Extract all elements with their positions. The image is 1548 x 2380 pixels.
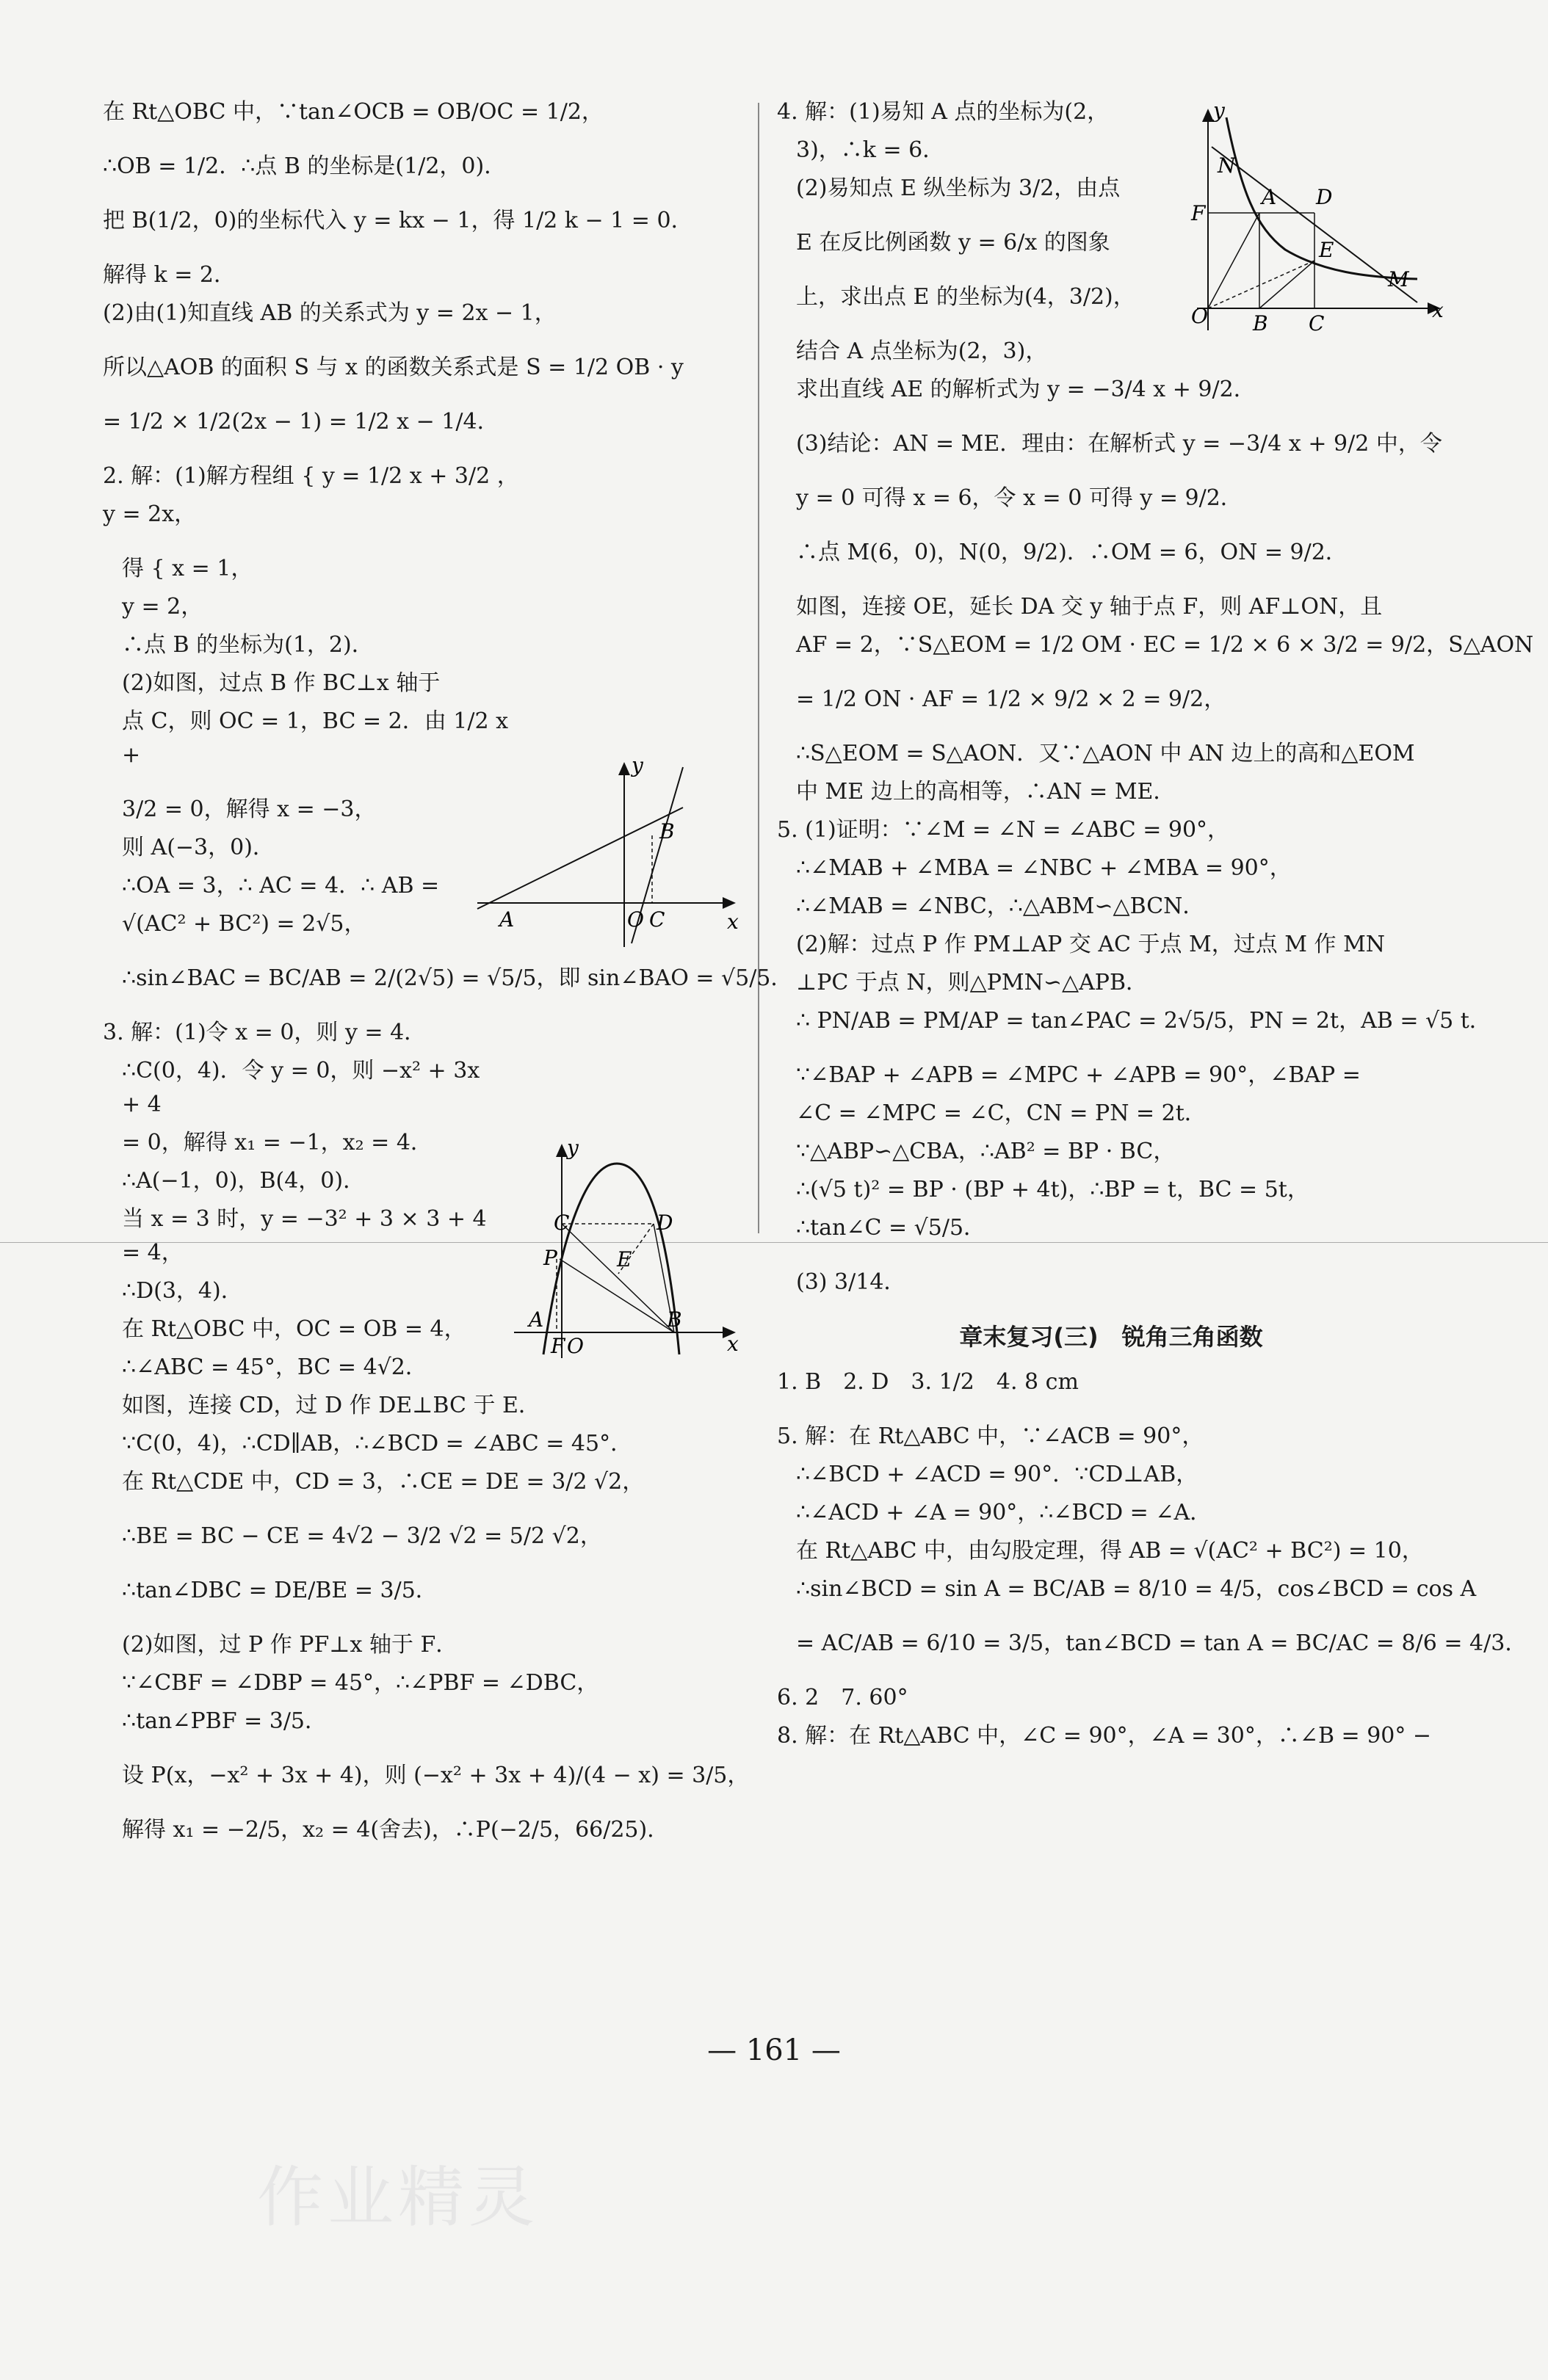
solution-line: (2)如图，过点 B 作 BC⊥x 轴于 xyxy=(122,670,441,696)
solution-line: AF = 2，∵S△EOM = 1/2 OM · EC = 1/2 × 6 × 3/2 = 9/2，S△AON xyxy=(796,632,1534,658)
watermark-text: 作业精灵 xyxy=(257,2159,539,2236)
label-m: M xyxy=(1388,267,1409,291)
solution-line: 3/2 = 0，解得 x = −3， xyxy=(122,797,377,822)
label-a: A xyxy=(1262,185,1277,209)
label-y: y xyxy=(567,1136,579,1160)
label-d: D xyxy=(1316,185,1333,209)
solution-line: 求出直线 AE 的解析式为 y = −3/4 x + 9/2． xyxy=(796,377,1256,402)
left-column xyxy=(103,95,793,1868)
column-divider xyxy=(758,103,759,1233)
solution-line: ∴BE = BC − CE = 4√2 − 3/2 √2 = 5/2 √2， xyxy=(122,1523,602,1549)
solution-line: ∴S△EOM = S△AON．又∵△AON 中 AN 边上的高和△EOM xyxy=(796,741,1415,766)
solution-line: 3. 解：(1)令 x = 0，则 y = 4． xyxy=(103,1020,427,1045)
solution-line: 在 Rt△ABC 中，由勾股定理，得 AB = √(AC² + BC²) = 10， xyxy=(796,1538,1424,1564)
right-column xyxy=(777,95,1534,1757)
solution-line: 5. (1)证明：∵∠M = ∠N = ∠ABC = 90°， xyxy=(777,817,1230,843)
solution-line: y = 2， xyxy=(122,594,203,620)
solution-line: 如图，连接 OE，延长 DA 交 y 轴于点 F，则 AF⊥ON，且 xyxy=(796,594,1383,620)
solution-line: = 0，解得 x₁ = −1，x₂ = 4． xyxy=(122,1130,433,1155)
solution-line: ∴∠ABC = 45°，BC = 4√2． xyxy=(122,1354,427,1380)
solution-line: ∴tan∠DBC = DE/BE = 3/5． xyxy=(122,1578,438,1603)
figure-problem-2 xyxy=(470,756,749,954)
solution-line: ∴∠BCD + ∠ACD = 90°．∵CD⊥AB， xyxy=(796,1462,1198,1487)
label-a: A xyxy=(499,907,515,932)
label-b: B xyxy=(667,1307,682,1332)
solution-line: 把 B(1/2，0)的坐标代入 y = kx − 1，得 1/2 k − 1 = 0． xyxy=(103,208,693,233)
label-b: B xyxy=(1253,311,1268,335)
label-x: x xyxy=(727,1332,739,1356)
solution-line: ∴OB = 1/2．∴点 B 的坐标是(1/2，0)． xyxy=(103,153,507,179)
solution-line: 1. B 2. D 3. 1/2 4. 8 cm xyxy=(777,1369,1079,1395)
label-o: O xyxy=(627,907,644,932)
segment-be xyxy=(1259,261,1314,308)
label-b: B xyxy=(659,819,675,843)
solution-line: ∴sin∠BCD = sin A = BC/AB = 8/10 = 4/5，cos∠BCD = cos A xyxy=(796,1576,1477,1602)
solution-line: (3) 3/14． xyxy=(796,1269,906,1295)
label-c: C xyxy=(649,907,665,932)
solution-line: 当 x = 3 时，y = −3² + 3 × 3 + 4 = 4， xyxy=(122,1206,487,1266)
label-c: C xyxy=(554,1211,570,1235)
solution-line: 2. 解：(1)解方程组 { y = 1/2 x + 3/2 ， xyxy=(103,463,519,489)
solution-line: 5. 解：在 Rt△ABC 中，∵∠ACB = 90°， xyxy=(777,1423,1204,1449)
label-o: O xyxy=(1191,304,1208,328)
solution-line: ∴点 M(6，0)，N(0，9/2)．∴OM = 6，ON = 9/2． xyxy=(796,540,1348,565)
solution-line: ∠C = ∠MPC = ∠C，CN = PN = 2t． xyxy=(796,1100,1207,1126)
solution-line: 在 Rt△OBC 中，∵tan∠OCB = OB/OC = 1/2， xyxy=(103,99,604,125)
label-e: E xyxy=(617,1247,632,1271)
solution-line: 在 Rt△OBC 中，OC = OB = 4， xyxy=(122,1316,466,1342)
solution-line: ∴tan∠PBF = 3/5． xyxy=(122,1708,328,1734)
solution-line: ∴(√5 t)² = BP · (BP + 4t)，∴BP = t，BC = 5t， xyxy=(796,1177,1309,1202)
solution-line: ∵∠CBF = ∠DBP = 45°，∴∠PBF = ∠DBC， xyxy=(122,1670,599,1696)
solution-line: ∴OA = 3，∴ AC = 4．∴ AB = xyxy=(122,873,440,899)
solution-line: 中 ME 边上的高相等，∴AN = ME． xyxy=(796,779,1176,805)
label-n: N xyxy=(1218,153,1236,178)
figure-problem-4 xyxy=(1175,103,1447,338)
figure-problem-3 xyxy=(507,1134,749,1362)
solution-line: 解得 k = 2． xyxy=(103,262,236,288)
page-number: — 161 — xyxy=(707,2033,841,2067)
solution-line: (2)由(1)知直线 AB 的关系式为 y = 2x − 1， xyxy=(103,300,557,326)
parabola xyxy=(543,1164,679,1354)
solution-line: 解得 x₁ = −2/5，x₂ = 4(舍去)，∴P(−2/5，66/25)． xyxy=(122,1817,670,1843)
solution-line: 如图，连接 CD，过 D 作 DE⊥BC 于 E． xyxy=(122,1393,540,1418)
label-d: D xyxy=(657,1211,673,1235)
solution-line: 结合 A 点坐标为(2，3)， xyxy=(796,338,1048,364)
solution-line: (2)解：过点 P 作 PM⊥AP 交 AC 于点 M，过点 M 作 MN xyxy=(796,932,1386,957)
label-a: A xyxy=(529,1307,544,1332)
solution-line: ∵C(0，4)，∴CD∥AB，∴∠BCD = ∠ABC = 45°． xyxy=(122,1431,633,1456)
segment-cb xyxy=(562,1224,674,1332)
label-o: O xyxy=(567,1334,584,1358)
solution-line: √(AC² + BC²) = 2√5， xyxy=(122,911,366,937)
solution-line: ∴D(3，4)． xyxy=(122,1278,243,1304)
right-column-review xyxy=(777,1365,1527,1753)
label-e: E xyxy=(1319,238,1334,262)
solution-line: ∵△ABP∽△CBA，∴AB² = BP · BC， xyxy=(796,1139,1176,1164)
solution-line: ∴ PN/AB = PM/AP = tan∠PAC = 2√5/5，PN = 2t，AB = √5 t． xyxy=(796,1008,1491,1034)
solution-line: ∴∠MAB = ∠NBC，∴△ABM∽△BCN． xyxy=(796,893,1205,919)
solution-line: = AC/AB = 6/10 = 3/5，tan∠BCD = tan A = BC/AC = 8/6 = 4/3． xyxy=(796,1630,1527,1656)
solution-line: 在 Rt△CDE 中，CD = 3，∴CE = DE = 3/2 √2， xyxy=(122,1469,645,1495)
label-y: y xyxy=(1213,103,1225,123)
label-x: x xyxy=(1432,298,1444,322)
label-p: P xyxy=(543,1246,557,1270)
solution-line: 设 P(x，−x² + 3x + 4)，则 (−x² + 3x + 4)/(4 − x) = 3/5， xyxy=(122,1763,750,1788)
solution-line: 所以△AOB 的面积 S 与 x 的函数关系式是 S = 1/2 OB · y xyxy=(103,355,684,380)
label-f: F xyxy=(551,1334,565,1358)
solution-line: y = 2x， xyxy=(103,501,197,527)
label-y: y xyxy=(632,756,643,777)
solution-line: ∴tan∠C = √5/5． xyxy=(796,1215,986,1241)
solution-line: = 1/2 ON · AF = 1/2 × 9/2 × 2 = 9/2， xyxy=(796,686,1226,712)
solution-line: 3)，∴k = 6． xyxy=(796,137,945,163)
solution-line: ∴∠MAB + ∠MBA = ∠NBC + ∠MBA = 90°， xyxy=(796,855,1292,881)
segment-oa xyxy=(1208,213,1259,308)
solution-line: ∴C(0，4)．令 y = 0，则 −x² + 3x + 4 xyxy=(122,1058,480,1117)
solution-line: ∴∠ACD + ∠A = 90°，∴∠BCD = ∠A． xyxy=(796,1500,1212,1525)
solution-line: (3)结论：AN = ME．理由：在解析式 y = −3/4 x + 9/2 中，令 xyxy=(796,431,1442,457)
solution-line: E 在反比例函数 y = 6/x 的图象 xyxy=(796,230,1110,255)
solution-line: = 1/2 × 1/2(2x − 1) = 1/2 x − 1/4． xyxy=(103,409,499,435)
solution-line: (2)易知点 E 纵坐标为 3/2，由点 xyxy=(796,175,1121,201)
solution-line: ∵∠BAP + ∠APB = ∠MPC + ∠APB = 90°，∠BAP = xyxy=(796,1062,1361,1088)
solution-line: ∴A(−1，0)，B(4，0)． xyxy=(122,1168,366,1194)
label-c: C xyxy=(1309,311,1325,335)
solution-line: y = 0 可得 x = 6，令 x = 0 可得 y = 9/2． xyxy=(796,485,1243,511)
solution-line: 则 A(−3，0)． xyxy=(122,835,275,860)
solution-line: ⊥PC 于点 N，则△PMN∽△APB． xyxy=(796,970,1149,995)
label-x: x xyxy=(727,910,739,934)
solution-line: 4. 解：(1)易知 A 点的坐标为(2， xyxy=(777,99,1110,125)
label-f: F xyxy=(1191,201,1206,225)
solution-line: ∴sin∠BAC = BC/AB = 2/(2√5) = √5/5，即 sin∠BAO = √5/5． xyxy=(122,965,793,991)
segment-oe xyxy=(1208,261,1314,308)
solution-line: 上，求出点 E 的坐标为(4，3/2)， xyxy=(796,284,1135,310)
solution-line: (2)如图，过 P 作 PF⊥x 轴于 F． xyxy=(122,1632,458,1658)
solution-line: 8. 解：在 Rt△ABC 中，∠C = 90°，∠A = 30°，∴∠B = 90° − xyxy=(777,1723,1432,1749)
solution-line: ∴点 B 的坐标为(1，2)． xyxy=(122,632,374,658)
section-title: 章末复习(三) 锐角三角函数 xyxy=(959,1323,1263,1351)
solution-line: 点 C，则 OC = 1，BC = 2．由 1/2 x + xyxy=(122,708,508,768)
solution-line: 6. 2 7. 60° xyxy=(777,1685,908,1710)
solution-line: 得 { x = 1， xyxy=(122,556,253,581)
